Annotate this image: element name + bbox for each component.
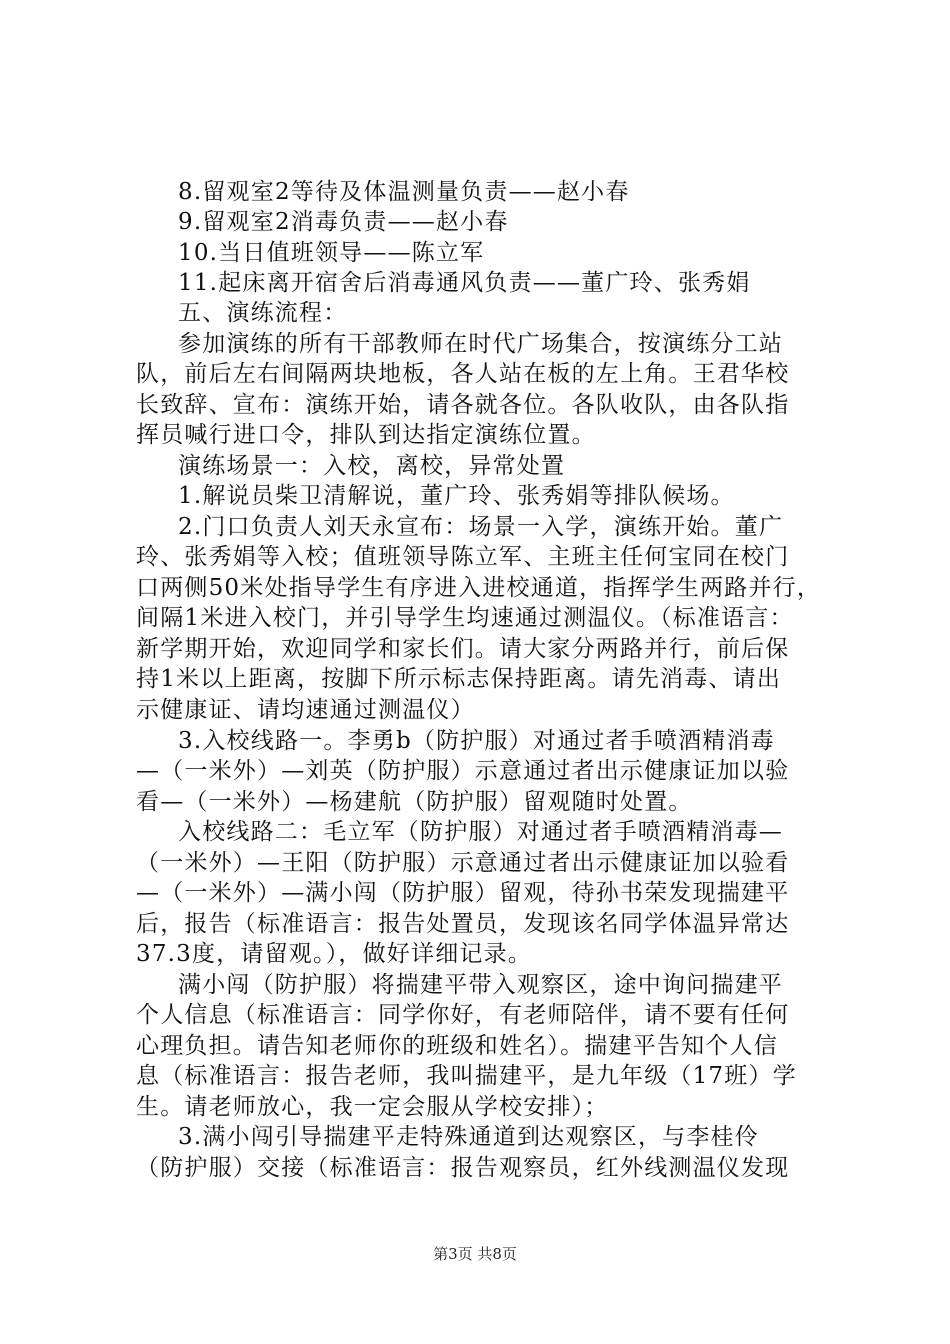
text-line: 新学期开始，欢迎同学和家长们。请大家分两路并行，前后保	[136, 636, 790, 662]
section-heading: 五、演练流程：	[178, 300, 348, 326]
page-footer: 第3页 共8页	[433, 1245, 517, 1263]
text-line: —（一米外）—满小闯（防护服）留观，待孙书荣发现揣建平	[136, 880, 790, 906]
text-line: 口两侧50米处指导学生有序进入进校通道，指挥学生两路并行，	[136, 575, 822, 601]
text-line: 队，前后左右间隔两块地板，各人站在板的左上角。王君华校	[136, 361, 790, 387]
text-line: 8.留观室2等待及体温测量负责——赵小春	[178, 179, 630, 205]
text-line: 满小闯（防护服）将揣建平带入观察区，途中询问揣建平	[178, 972, 783, 998]
text-line: 个人信息（标准语言：同学你好，有老师陪伴，请不要有任何	[136, 1002, 790, 1028]
text-line: 心理负担。请告知老师你的班级和姓名）。揣建平告知个人信	[136, 1033, 778, 1059]
text-line: 生。请老师放心，我一定会服从学校安排）；	[136, 1094, 609, 1120]
text-line: 演练场景一：入校，离校，异常处置	[178, 453, 566, 479]
text-line: 长致辞、宣布：演练开始，请各就各位。各队收队，由各队指	[136, 392, 790, 418]
text-line: 后，报告（标准语言：报告处置员，发现该名同学体温异常达	[136, 911, 790, 937]
text-line: 9.留观室2消毒负责——赵小春	[178, 209, 509, 235]
text-line: 3.入校线路一。李勇b（防护服）对通过者手喷酒精消毒	[178, 728, 775, 754]
text-line: 37.3度，请留观。），做好详细记录。	[136, 941, 533, 967]
text-line: 10.当日值班领导——陈立军	[178, 240, 485, 266]
text-line: 入校线路二：毛立军（防护服）对通过者手喷酒精消毒—	[178, 819, 783, 845]
text-line: （一米外）—王阳（防护服）示意通过者出示健康证加以验看	[136, 850, 790, 876]
text-line: 持1米以上距离，按脚下所示标志保持距离。请先消毒、请出	[136, 666, 782, 692]
text-line: 2.门口负责人刘天永宣布：场景一入学，演练开始。董广	[178, 514, 784, 540]
text-line: 间隔1米进入校门，并引导学生均速通过测温仪。（标准语言：	[136, 605, 794, 631]
text-line: 3.满小闯引导揣建平走特殊通道到达观察区，与李桂伶	[178, 1124, 759, 1150]
text-line: 看—（一米外）—杨建航（防护服）留观随时处置。	[136, 789, 693, 815]
text-line: 参加演练的所有干部教师在时代广场集合，按演练分工站	[178, 331, 783, 357]
text-line: 玲、张秀娟等入校；值班领导陈立军、主班主任何宝同在校门	[136, 544, 790, 570]
text-line: 示健康证、请均速通过测温仪）	[136, 697, 475, 723]
text-line: 挥员喊行进口令，排队到达指定演练位置。	[136, 422, 596, 448]
text-line: （防护服）交接（标准语言：报告观察员，红外线测温仪发现	[136, 1155, 790, 1181]
text-line: 息（标准语言：报告老师，我叫揣建平，是九年级（17班）学	[136, 1063, 797, 1089]
text-line: 11.起床离开宿舍后消毒通风负责——董广玲、张秀娟	[178, 270, 751, 296]
text-line: 1.解说员柴卫清解说，董广玲、张秀娟等排队候场。	[178, 483, 735, 509]
text-line: —（一米外）—刘英（防护服）示意通过者出示健康证加以验	[136, 758, 790, 784]
